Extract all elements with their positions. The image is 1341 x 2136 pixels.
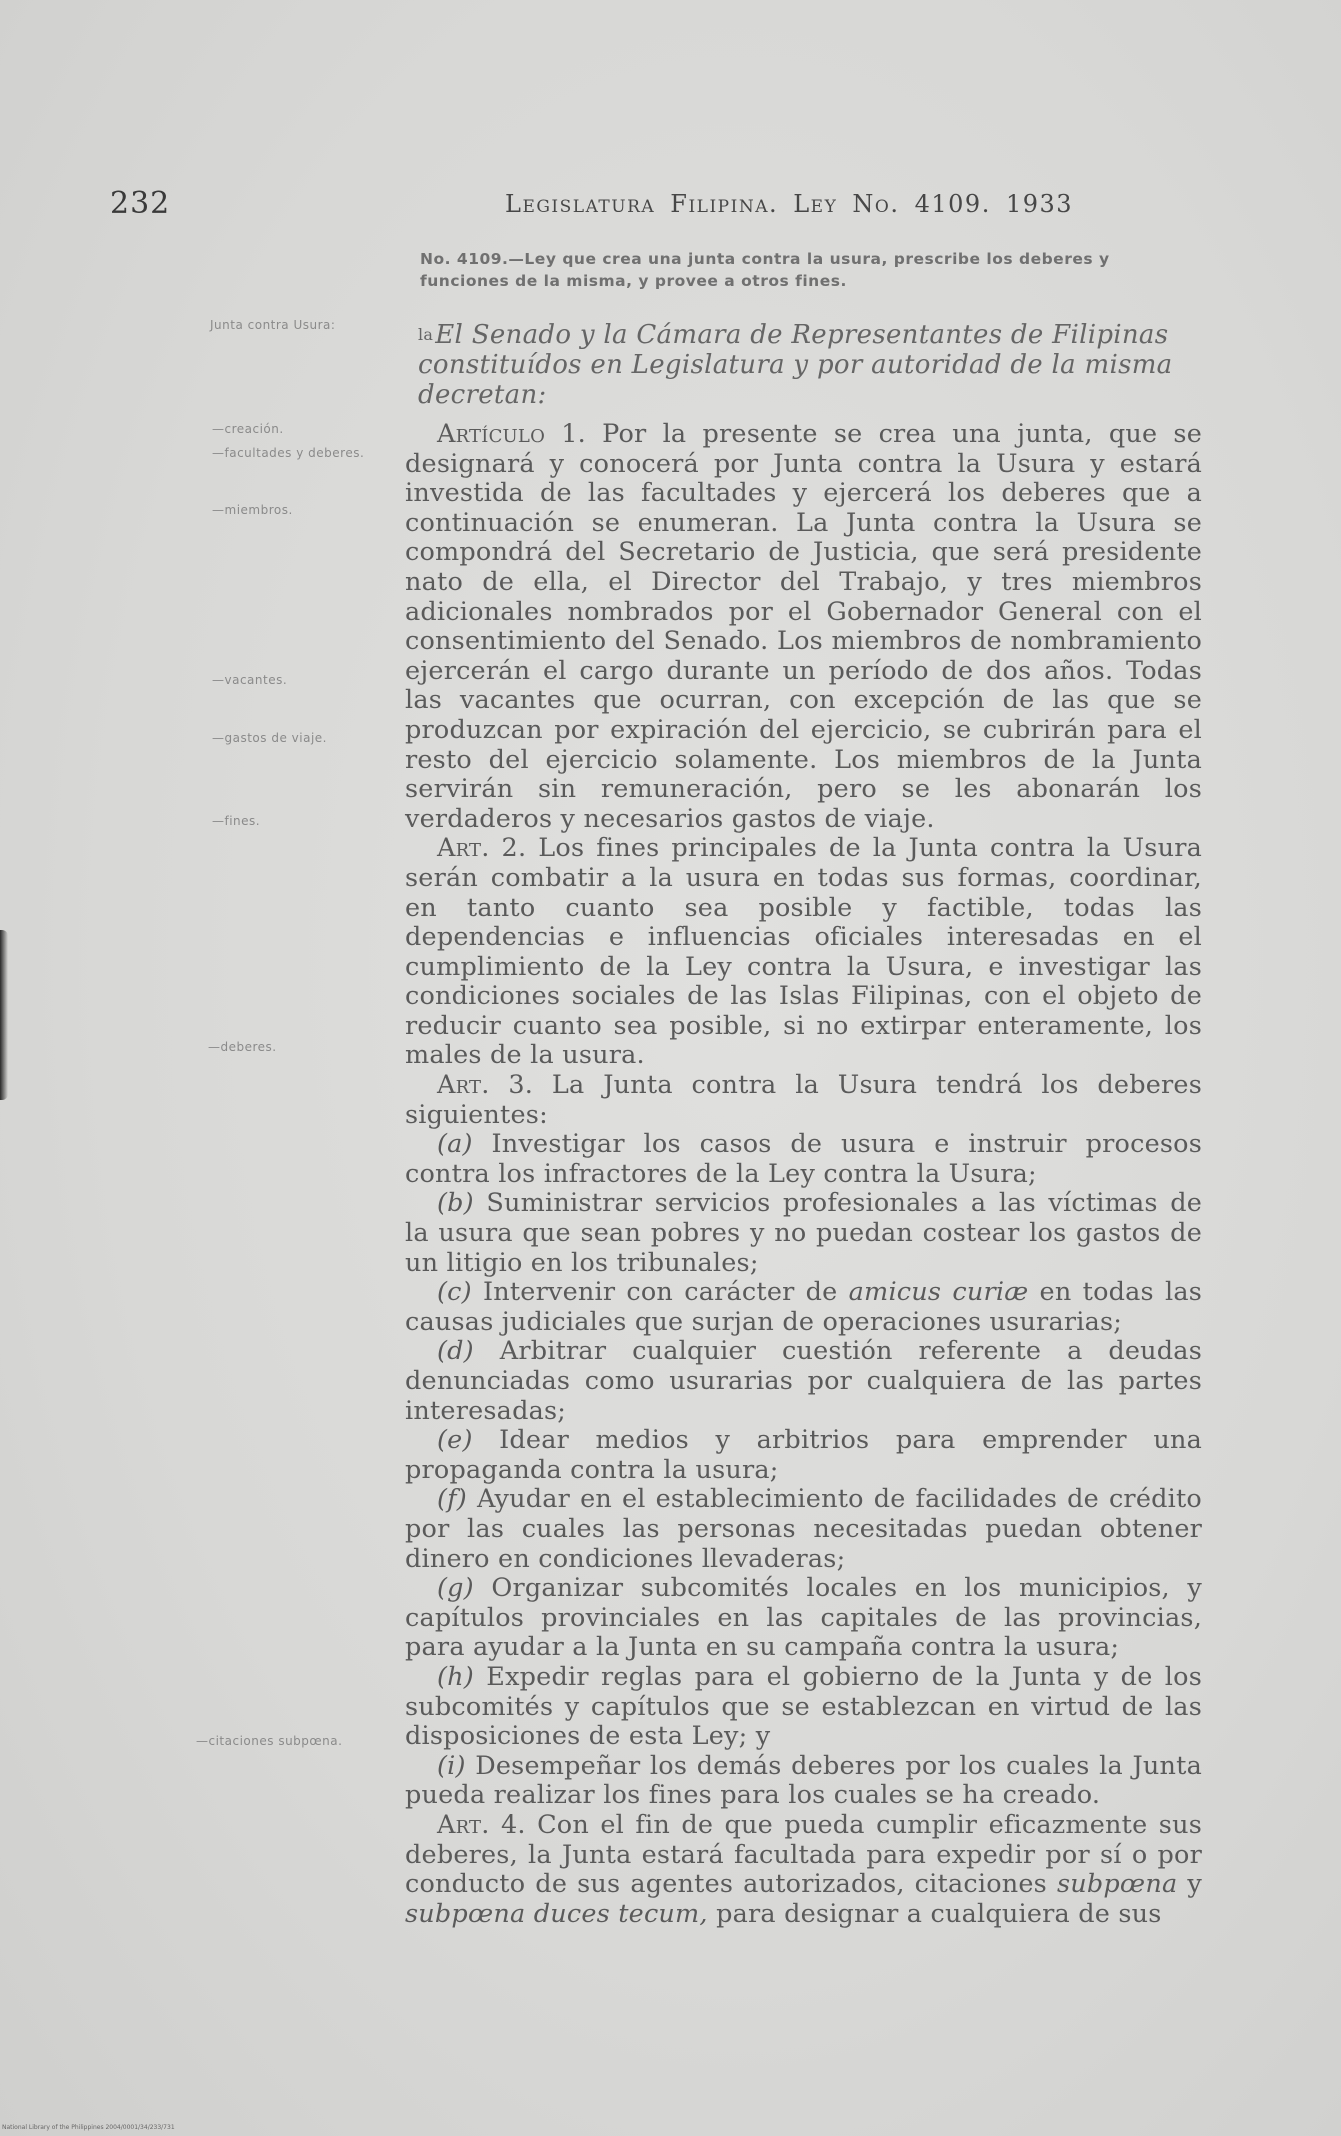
item-text: Suministrar servicios profesionales a las víctimas de la usura que sean pobres y no puedan costear los gastos de un litigio en los tribunales; [405, 1188, 1203, 1278]
article-4-text-before: Con el fin de que pueda cumplir eficazmente sus deberes, la Junta estará facultada para expedir por sí o por conducto de sus agentes autorizados, citaciones [405, 1809, 1202, 1900]
item-text-after: en todas las causas judiciales que surjan de operaciones usurarias; [405, 1277, 1203, 1337]
item-text: Desempeñar los demás deberes por los cuales la Junta pueda realizar los fines para los cuales se ha creado. [405, 1750, 1202, 1811]
binding-shadow [0, 930, 8, 1100]
library-footer: National Library of the Philippines 2004/0001/34/233/731 [2, 2124, 175, 2131]
item-label: (g) [437, 1573, 474, 1604]
margin-note-facultades: —facultades y deberes. [212, 446, 365, 460]
article-2 [405, 834, 1202, 1071]
item-text: Organizar subcomités locales en los municipios, y capítulos provinciales en las capitales de las provincias, para ayudar a la Junta en su campaña contra la usura; [405, 1573, 1202, 1663]
margin-note-vacantes: —vacantes. [212, 673, 288, 687]
article-4-italic-2: subpœna duces tecum, [405, 1898, 708, 1929]
article-4-text-mid: y [1187, 1869, 1202, 1900]
item-text-before: Intervenir con carácter de [482, 1277, 838, 1308]
article-4-heading: Art. 4. [437, 1809, 526, 1840]
law-summary: No. 4109.—Ley que crea una junta contra la usura, prescribe los deberes y funciones de la misma, y provee a otros fines. [420, 250, 1110, 290]
item-text: Ayudar en el establecimiento de facilidades de crédito por las cuales las personas necesitadas puedan obtener dinero en condiciones llevaderas; [405, 1484, 1202, 1574]
enacting-clause-text: El Senado y la Cámara de Representantes de Filipinas constituídos en Legislatura y por autoridad de la misma decretan: [418, 320, 1173, 410]
article-3-heading: Art. 3. [437, 1070, 534, 1101]
item-text: Expedir reglas para el gobierno de la Junta y de los subcomités y capítulos que se establezcan en virtud de las disposiciones de esta Ley; y [405, 1661, 1203, 1752]
article-4-italic-1: subpœna [1056, 1869, 1178, 1900]
page-number: 232 [110, 186, 171, 221]
margin-note-citaciones: —citaciones subpœna. [196, 1734, 343, 1748]
article-3-item-e [405, 1426, 1202, 1485]
article-3-item-f [405, 1485, 1202, 1574]
article-3-item-a [405, 1130, 1202, 1189]
article-1-text: Por la presente se crea una junta, que se designará y conocerá por Junta contra la Usura y estará investida de las facultades y ejercerá los deberes que a continuación se enumeran. La Junta contra la Usura se compondrá del Secretario de Justicia, que será presidente nato de ella, el Director del Trabajo, y tres miembros adicionales nombrados por el Gobernador General con el consentimiento del Senado. Los miembros de nombramiento ejercerán el cargo durante un período de dos años. Todas las vacantes que ocurran, con excepción de las que se produzcan por expiración del ejercicio, se cubrirán para el resto del ejercicio solamente. Los miembros de la Junta servirán sin remuneración, pero se les abonarán los verdaderos y necesarios gastos de viaje. [405, 419, 1203, 834]
running-head: Legislatura Filipina. Ley No. 4109. 1933 [505, 190, 1074, 218]
item-label: (c) [437, 1277, 472, 1308]
item-text: Investigar los casos de usura e instruir procesos contra los infractores de la Ley contra la Usura; [405, 1129, 1202, 1189]
article-4 [405, 1811, 1202, 1929]
item-label: (f) [437, 1484, 467, 1515]
article-2-heading: Art. 2. [437, 833, 527, 864]
margin-note-deberes: —deberes. [208, 1040, 277, 1054]
margin-note-junta: Junta contra Usura: [210, 318, 336, 332]
article-1-heading: Artículo 1. [437, 419, 586, 449]
item-label: (i) [437, 1750, 466, 1781]
article-3-item-d [405, 1337, 1202, 1426]
item-label: (d) [437, 1336, 474, 1367]
article-3-item-b [405, 1189, 1202, 1278]
item-label: (a) [437, 1129, 473, 1160]
article-4-text-after: para designar a cualquiera de sus [716, 1898, 1162, 1929]
item-label: (b) [437, 1188, 474, 1219]
item-label: (e) [437, 1425, 473, 1456]
item-text: Arbitrar cualquier cuestión referente a deudas denunciadas como usurarias por cualquiera de las partes interesadas; [405, 1336, 1202, 1426]
item-text-italic: amicus curiæ [848, 1277, 1029, 1308]
enacting-clause [418, 320, 1203, 410]
article-3-item-g [405, 1574, 1202, 1663]
item-label: (h) [437, 1661, 474, 1692]
article-3-item-h [405, 1663, 1202, 1752]
law-body [405, 420, 1202, 1929]
item-text: Idear medios y arbitrios para emprender una propaganda contra la usura; [405, 1425, 1203, 1485]
enacting-lead: la [418, 325, 434, 344]
margin-note-fines: —fines. [212, 814, 261, 828]
margin-note-miembros: —miembros. [212, 503, 293, 517]
article-2-text: Los fines principales de la Junta contra la Usura serán combatir a la usura en todas sus formas, coordinar, en tanto cuanto sea posible y factible, todas las dependencias e influencias oficiales interesadas en el cumplimiento de la Ley contra la Usura, e investigar las condiciones sociales de las Islas Filipinas, con el objeto de reducir cuanto sea posible, si no extirpar enteramente, los males de la usura. [405, 833, 1202, 1071]
article-3-item-c [405, 1278, 1202, 1337]
article-3-item-i [405, 1752, 1202, 1811]
margin-note-gastos: —gastos de viaje. [212, 731, 327, 745]
article-3-text: La Junta contra la Usura tendrá los deberes siguientes: [405, 1070, 1202, 1130]
article-3 [405, 1071, 1202, 1130]
margin-note-creacion: —creación. [212, 422, 284, 436]
article-1 [405, 420, 1202, 834]
